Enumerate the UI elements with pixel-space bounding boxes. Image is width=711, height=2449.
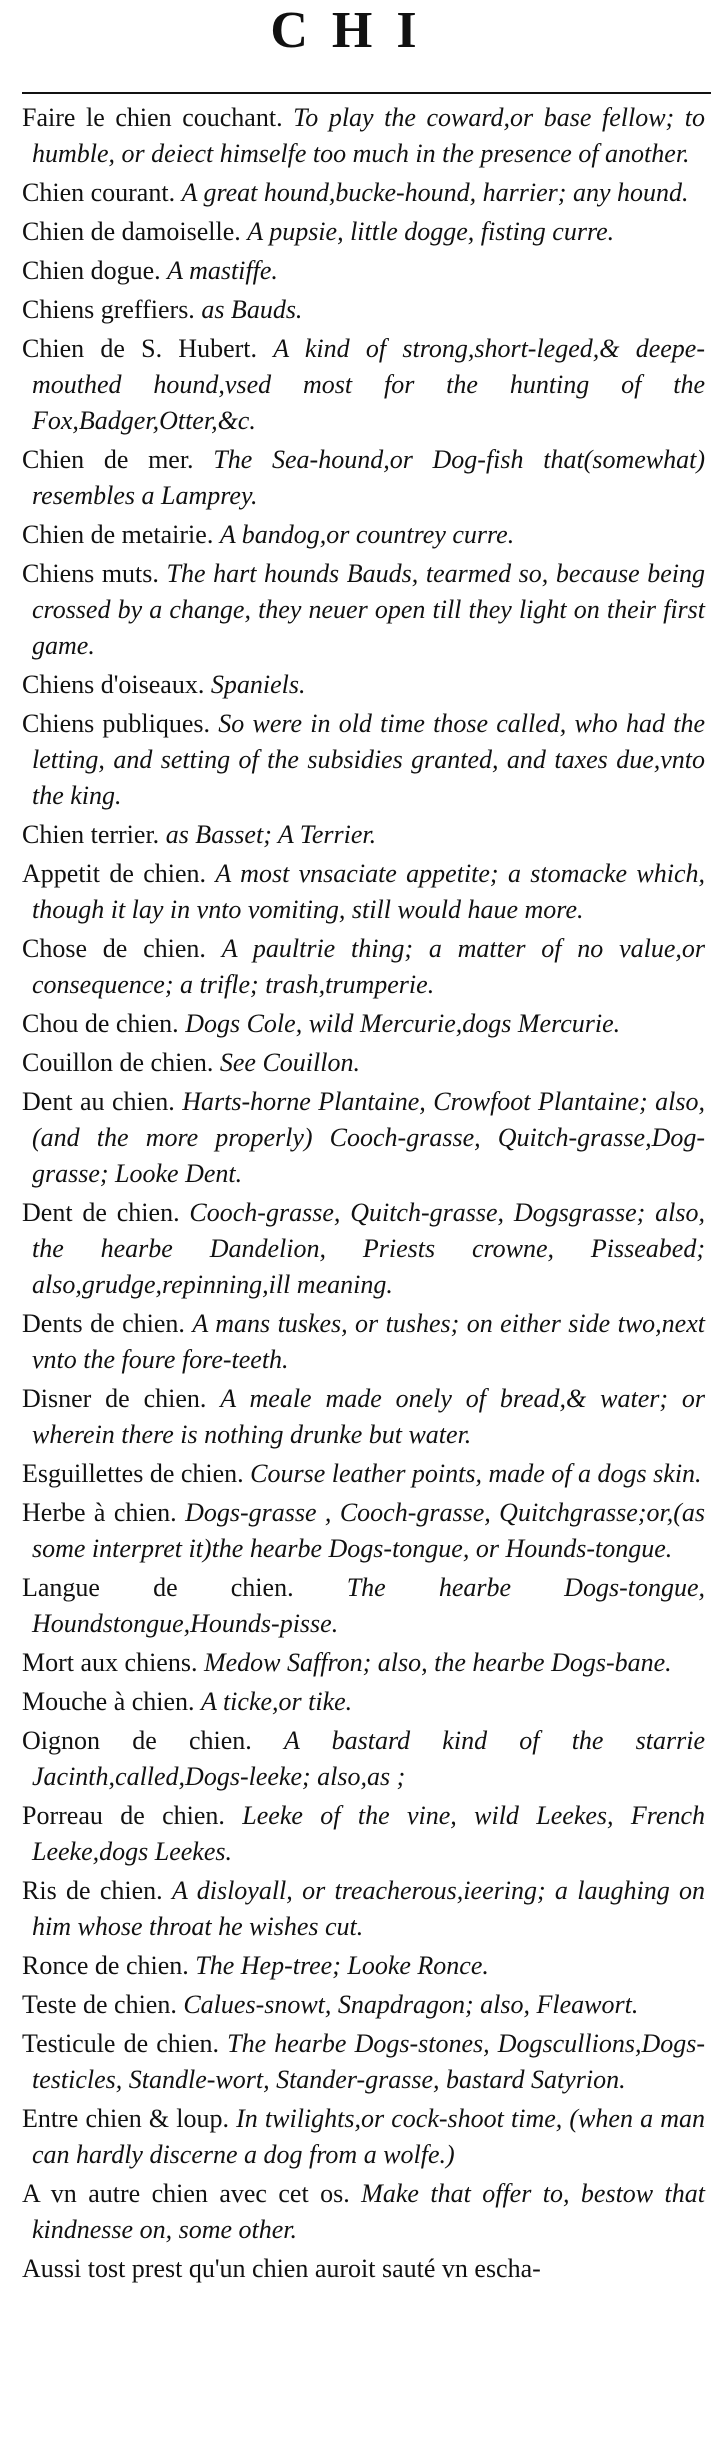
dictionary-entry (22, 442, 705, 514)
entry-term: Dent de chien. (22, 1198, 180, 1227)
entry-term: Chiens d'oiseaux. (22, 670, 205, 699)
entry-definition: So were in old time those called, who had the letting, and setting of the subsidies granted, and taxes due,vnto the king. (32, 709, 705, 810)
dictionary-entry (22, 2251, 705, 2287)
entry-term: Oignon de chien. (22, 1726, 252, 1755)
dictionary-entry (22, 1570, 705, 1642)
entry-term: Entre chien & loup. (22, 2104, 229, 2133)
entry-term: Couillon de chien. (22, 1048, 214, 1077)
entry-definition: A most vnsaciate appetite; a stomacke which, though it lay in vnto vomiting, still would haue more. (32, 859, 706, 924)
dictionary-entry (22, 331, 705, 439)
dictionary-entry (22, 292, 705, 328)
entry-term: Langue de chien. (22, 1573, 294, 1602)
dictionary-entry (22, 1873, 705, 1945)
entry-term: Porreau de chien. (22, 1801, 225, 1830)
dictionary-entry (22, 1684, 705, 1720)
entry-term: Chien terrier. (22, 820, 160, 849)
dictionary-entry (22, 706, 705, 814)
entry-term: Chiens publiques. (22, 709, 211, 738)
dictionary-entry (22, 1723, 705, 1795)
entry-definition: See Couillon. (219, 1048, 360, 1077)
dictionary-entry (22, 2176, 705, 2248)
entry-term: Chose de chien. (22, 934, 206, 963)
dictionary-entry (22, 1306, 705, 1378)
entry-term: Herbe à chien. (22, 1498, 177, 1527)
entry-term: Ris de chien. (22, 1876, 163, 1905)
entry-definition: The hearbe Dogs-tongue, Houndstongue,Hounds-pisse. (32, 1573, 706, 1638)
dictionary-entry (22, 1084, 705, 1192)
entry-definition: A paultrie thing; a matter of no value,or consequence; a trifle; trash,trumperie. (32, 934, 706, 999)
dictionary-entry (22, 1006, 705, 1042)
entry-term: Chien courant. (22, 178, 176, 207)
entry-definition: A kind of strong,short-leged,& deepe-mouthed hound,vsed most for the hunting of the Fox,Badger,Otter,&c. (32, 334, 705, 435)
entry-definition: Cooch-grasse, Quitch-grasse, Dogsgrasse; also, the hearbe Dandelion, Priests crowne, Pisseabed; also,grudge,repinning,ill meaning. (32, 1198, 705, 1299)
dictionary-entry (22, 556, 705, 664)
entry-term: Chiens muts. (22, 559, 159, 588)
dictionary-entry (22, 214, 705, 250)
entry-term: Appetit de chien. (22, 859, 207, 888)
dictionary-entry (22, 253, 705, 289)
dictionary-entry (22, 175, 705, 211)
entry-definition: as Bauds. (201, 295, 303, 324)
entry-term: A vn autre chien avec cet os. (22, 2179, 350, 2208)
dictionary-entry (22, 1495, 705, 1567)
dictionary-entry (22, 1195, 705, 1303)
entry-term: Mort aux chiens. (22, 1648, 198, 1677)
dictionary-entry (22, 667, 705, 703)
entry-definition: The Hep-tree; Looke Ronce. (195, 1951, 489, 1980)
entry-definition: Calues-snowt, Snapdragon; also, Fleawort. (183, 1990, 639, 2019)
entry-definition: A ticke,or tike. (201, 1687, 353, 1716)
entry-definition: The hearbe Dogs-stones, Dogscullions,Dogs-testicles, Standle-wort, Stander-grasse, bastard Satyrion. (32, 2029, 706, 2094)
entry-definition: The Sea-hound,or Dog-fish that(somewhat) resembles a Lamprey. (32, 445, 705, 510)
dictionary-entry (22, 1381, 705, 1453)
entry-definition: A great hound,bucke-hound, harrier; any hound. (181, 178, 689, 207)
dictionary-entry (22, 1987, 705, 2023)
running-head: CHI (270, 2, 441, 59)
entry-definition: Dogs Cole, wild Mercurie,dogs Mercurie. (185, 1009, 621, 1038)
dictionary-entry (22, 100, 705, 172)
entry-term: Dents de chien. (22, 1309, 185, 1338)
entry-definition: Spaniels. (210, 670, 306, 699)
entry-definition: A meale made onely of bread,& water; or wherein there is nothing drunke but water. (32, 1384, 705, 1449)
entry-term: Disner de chien. (22, 1384, 207, 1413)
entry-term: Faire le chien couchant. (22, 103, 283, 132)
entry-term: Chien de mer. (22, 445, 194, 474)
entry-definition: A pupsie, little dogge, fisting curre. (247, 217, 615, 246)
entry-definition: A disloyall, or treacherous,ieering; a laughing on him whose throat he wishes cut. (32, 1876, 706, 1941)
entry-definition: Harts-horne Plantaine, Crowfoot Plantaine; also,(and the more properly) Cooch-grasse, Quitch-grasse,Dog-grasse; Looke Dent. (32, 1087, 706, 1188)
entry-term: Chou de chien. (22, 1009, 179, 1038)
entry-term: Chien de S. Hubert. (22, 334, 258, 363)
entry-definition: A bastard kind of the starrie Jacinth,called,Dogs-leeke; also,as ; (32, 1726, 706, 1791)
entry-term: Esguillettes de chien. (22, 1459, 244, 1488)
entry-definition: A mastiffe. (167, 256, 278, 285)
dictionary-entry (22, 1948, 705, 1984)
entry-definition: A bandog,or countrey curre. (219, 520, 515, 549)
entry-definition: In twilights,or cock-shoot time, (when a man can hardly discerne a dog from a wolfe.) (32, 2104, 705, 2169)
entry-list (22, 100, 705, 2290)
dictionary-entry (22, 817, 705, 853)
entry-term: Ronce de chien. (22, 1951, 189, 1980)
entry-term: Teste de chien. (22, 1990, 177, 2019)
dictionary-entry (22, 931, 705, 1003)
dictionary-entry (22, 1456, 705, 1492)
dictionary-entry (22, 1645, 705, 1681)
entry-definition: To play the coward,or base fellow; to humble, or deiect himselfe too much in the presence of another. (32, 103, 705, 168)
entry-term: Dent au chien. (22, 1087, 175, 1116)
entry-definition: A mans tuskes, or tushes; on either side two,next vnto the foure fore-teeth. (32, 1309, 705, 1374)
entry-term: Chien de damoiselle. (22, 217, 241, 246)
entry-term: Chien dogue. (22, 256, 161, 285)
dictionary-entry (22, 1045, 705, 1081)
entry-definition: Medow Saffron; also, the hearbe Dogs-bane. (203, 1648, 672, 1677)
entry-definition: Dogs-grasse , Cooch-grasse, Quitchgrasse;or,(as some interpret it)the hearbe Dogs-tongue, or Hounds-tongue. (32, 1498, 705, 1563)
entry-term: Chiens greffiers. (22, 295, 195, 324)
dictionary-entry (22, 2101, 705, 2173)
dictionary-entry (22, 856, 705, 928)
header-rule (22, 92, 711, 94)
entry-term: Chien de metairie. (22, 520, 214, 549)
entry-definition: Leeke of the vine, wild Leekes, French Leeke,dogs Leekes. (32, 1801, 705, 1866)
dictionary-entry (22, 517, 705, 553)
entry-term: Aussi tost prest qu'un chien auroit sauté vn escha- (22, 2254, 541, 2283)
entry-definition: as Basset; A Terrier. (165, 820, 377, 849)
entry-definition: Course leather points, made of a dogs skin. (250, 1459, 702, 1488)
entry-definition: Make that offer to, bestow that kindnesse on, some other. (32, 2179, 706, 2244)
entry-term: Mouche à chien. (22, 1687, 195, 1716)
dictionary-entry (22, 1798, 705, 1870)
entry-term: Testicule de chien. (22, 2029, 220, 2058)
page-header (0, 0, 711, 90)
dictionary-entry (22, 2026, 705, 2098)
entry-definition: The hart hounds Bauds, tearmed so, because being crossed by a change, they neuer open till they light on their first game. (32, 559, 706, 660)
